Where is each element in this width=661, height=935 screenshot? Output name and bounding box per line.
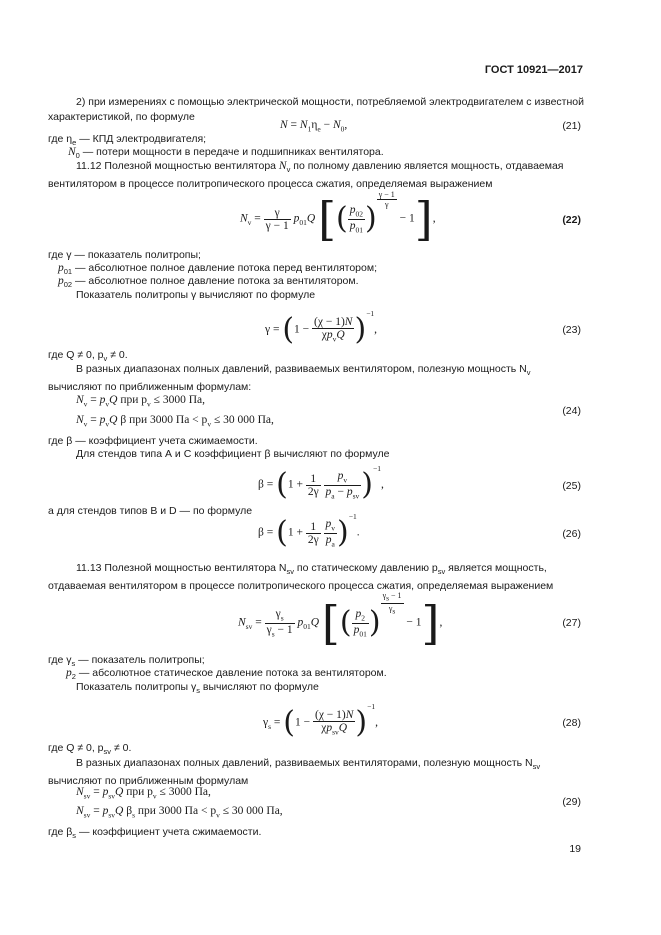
formula-29-line-2: $N_{sv} = p_{sv}Q$ $\beta_s$ при 3000 Па < $p_v \le 30$ 000 Па, bbox=[76, 805, 283, 820]
definition-p02: $p_{02}$ — абсолютное полное давление потока за вентилятором. bbox=[58, 275, 359, 290]
p01-description: — абсолютное полное давление потока перед вентилятором; bbox=[75, 262, 377, 274]
n0-description: — потери мощности в передаче и подшипниках вентилятора. bbox=[82, 146, 384, 158]
ranges-1-start: В разных диапазонах полных давлений, развиваемых вентилятором, полезную мощность N bbox=[76, 363, 527, 375]
paragraph-ranges-1: В разных диапазонах полных давлений, развиваемых вентилятором, полезную мощность $N_v$ вычисляют по приближенным формулам: bbox=[48, 363, 531, 394]
formula-25: β = (1 + $\frac{1}{2\gamma}$ $\frac{p_v}{p_a - p_{sv}}$ )$^{-1}$, bbox=[258, 463, 384, 502]
formula-24-line-1: $N_v = p_vQ$ при $p_v \le 3000$ Па, bbox=[76, 394, 206, 409]
definition-n0: $N_0$ — потери мощности в передаче и подшипниках вентилятора. bbox=[68, 146, 384, 161]
gamma-intro: Показатель политропы γ вычисляют по формуле bbox=[76, 289, 316, 301]
formula-22: $N_v$ = $\frac{\gamma}{\gamma - 1}$ $p_{01}Q$ [( $\frac{p_{02}}{p_{01}}$ ) $^{\frac{\gamma - 1}{\gamma}}$ − 1], bbox=[240, 189, 436, 246]
definition-p01: $p_{01}$ — абсолютное полное давление потока перед вентилятором; bbox=[58, 262, 377, 277]
paragraph-ranges-2: В разных диапазонах полных давлений, развиваемых вентиляторами, полезную мощность $N_{sv}$ вычисляют по приближенным формулам bbox=[48, 757, 541, 788]
gamma-description: — показатель политропы; bbox=[74, 249, 201, 261]
p-11-13-end: является мощность, отдаваемая вентилятором в процессе политропического процесса сжатия, определяемая выражением bbox=[48, 562, 554, 593]
p-11-12-start: 11.12 Полезной мощностью вентилятора bbox=[76, 160, 276, 172]
f29a-end: ≤ 3000 Па, bbox=[156, 786, 211, 798]
formula-26: β = (1 + $\frac{1}{2\gamma}$ $\frac{p_v}{p_a}$ )$^{-1}$. bbox=[258, 511, 360, 550]
formula-28: $\gamma_s = (1$ − $\frac{(\chi - 1)N}{\chi p_{sv}Q}$ )$^{-1}$, bbox=[263, 701, 378, 740]
p-11-12-end: по полному давлению является мощность, отдаваемая вентилятором в процессе политропического процесса сжатия, определяемая выражением bbox=[48, 160, 564, 191]
equation-number-22: (22) bbox=[562, 214, 581, 226]
paragraph-11-12: 11.12 Полезной мощностью вентилятора $N_v$ по полному давлению является мощность, отдаваемая вентилятором в процессе политропического процесса сжатия, определяемая выражением bbox=[48, 160, 564, 191]
f24a-cond: при p bbox=[117, 394, 148, 406]
beta-description: где β — коэффициент учета сжимаемости. bbox=[48, 435, 258, 447]
f29b-end: ≤ 30 000 Па, bbox=[219, 805, 283, 817]
formula-29-line-1: $N_{sv} = p_{sv}Q$ при $p_v \le 3000$ Па, bbox=[76, 786, 211, 801]
document-code: ГОСТ 10921—2017 bbox=[484, 64, 583, 76]
equation-number-25: (25) bbox=[562, 480, 581, 492]
condition-1-end: ≠ 0. bbox=[107, 349, 128, 361]
condition-1-text: где Q ≠ 0, p bbox=[48, 349, 104, 361]
f29b-cond: при 3000 Па < p bbox=[134, 805, 217, 817]
equation-number-28: (28) bbox=[562, 717, 581, 729]
definition-gamma-s: где $\gamma_s$ — показатель политропы; bbox=[48, 654, 205, 669]
f24a-end: ≤ 3000 Па, bbox=[150, 394, 206, 406]
gamma-s-intro-end: вычисляют по формуле bbox=[199, 681, 319, 693]
equation-number-26: (26) bbox=[562, 528, 581, 540]
gamma-s-intro: Показатель политропы $\gamma_s$ вычисляют по формуле bbox=[76, 681, 319, 696]
equation-number-27: (27) bbox=[562, 617, 581, 629]
definition-p2: $p_2$ — абсолютное статическое давление потока за вентилятором. bbox=[66, 667, 387, 682]
paragraph-11-13: 11.13 Полезной мощностью вентилятора $N_{sv}$ по статическому давлению $p_{sv}$ является мощность, отдаваемая вентилятором в процессе политропического процесса сжатия, определяемая выражением bbox=[48, 562, 554, 593]
equation-number-21: (21) bbox=[562, 120, 581, 132]
stands-bd-intro: а для стендов типов B и D — по формуле bbox=[48, 505, 253, 517]
eta-description: — КПД электродвигателя; bbox=[79, 133, 207, 145]
gamma-s-intro-start: Показатель политропы γ bbox=[76, 681, 197, 693]
definition-eta: где $\eta_e$ — КПД электродвигателя; bbox=[48, 133, 207, 148]
formula-21: $N = N_1\eta_e - N_0$, bbox=[280, 119, 348, 134]
p-11-13-start: 11.13 Полезной мощностью вентилятора N bbox=[76, 562, 287, 574]
condition-2-text: где Q ≠ 0, p bbox=[48, 742, 104, 754]
ranges-2-end: вычисляют по приближенным формулам bbox=[48, 775, 249, 788]
condition-1: где Q ≠ 0, $p_v \ne 0$. bbox=[48, 349, 128, 364]
equation-number-23: (23) bbox=[562, 324, 581, 336]
p2-description: — абсолютное статическое давление потока за вентилятором. bbox=[78, 667, 387, 679]
beta-s-description: — коэффициент учета сжимаемости. bbox=[78, 826, 262, 838]
equation-number-29: (29) bbox=[562, 796, 581, 808]
formula-24-line-2: $N_v = p_vQ$ β при 3000 Па < $p_v \le 30$ 000 Па, bbox=[76, 414, 274, 429]
f29a-cond: при p bbox=[123, 786, 153, 798]
equation-number-24: (24) bbox=[562, 405, 581, 417]
definition-beta-s: где $\beta_s$ — коэффициент учета сжимаемости. bbox=[48, 826, 262, 841]
gamma-s-description: — показатель политропы; bbox=[78, 654, 205, 666]
condition-2-end: ≠ 0. bbox=[111, 742, 132, 754]
f24b-cond: при 3000 Па < p bbox=[126, 414, 208, 426]
word-gde: где bbox=[48, 133, 64, 145]
definition-gamma: где γ — показатель политропы; bbox=[48, 249, 201, 261]
stands-ac-intro: Для стендов типа А и С коэффициент β вычисляют по формуле bbox=[76, 448, 390, 460]
page-number: 19 bbox=[569, 843, 581, 855]
ranges-1-end: вычисляют по приближенным формулам: bbox=[48, 381, 252, 394]
f24b-end: ≤ 30 000 Па, bbox=[211, 414, 274, 426]
p-11-13-mid: по статическому давлению p bbox=[294, 562, 438, 574]
ranges-2-start: В разных диапазонах полных давлений, развиваемых вентиляторами, полезную мощность N bbox=[76, 757, 533, 769]
p02-description: — абсолютное полное давление потока за вентилятором. bbox=[75, 275, 359, 287]
formula-23: γ = (1 − $\frac{(\chi - 1)N}{\chi p_vQ}$ )$^{-1}$, bbox=[265, 308, 378, 347]
formula-27: $N_{sv}$ = $\frac{\gamma_s}{\gamma_s - 1}$ $p_{01}Q$ [( $\frac{p_2}{p_{01}}$ ) $^{\frac{\gamma_s - 1}{\gamma_s}}$ − 1], bbox=[238, 591, 443, 650]
paragraph-electric-power: 2) при измерениях с помощью электрической мощности, потребляемой электродвигателем с известной характеристикой, по формуле bbox=[48, 96, 584, 123]
condition-2: где Q ≠ 0, $p_{sv} \ne 0$. bbox=[48, 742, 132, 757]
